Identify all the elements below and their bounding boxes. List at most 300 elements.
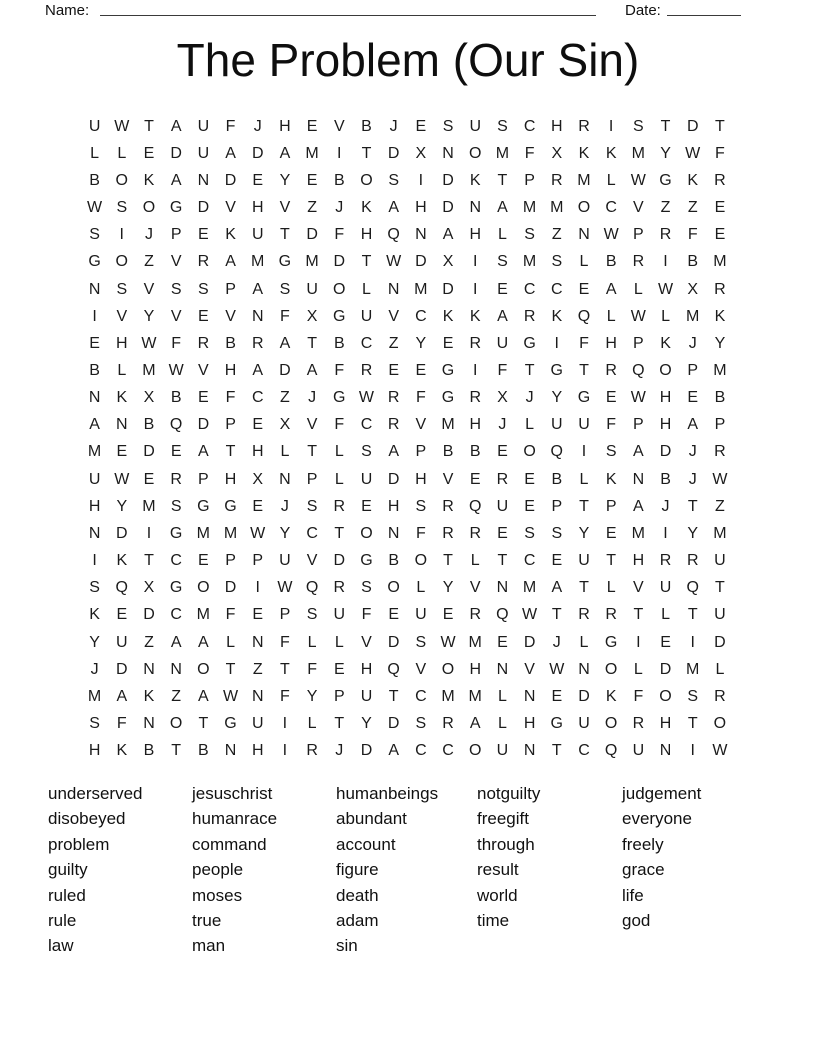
grid-cell: D: [197, 199, 210, 217]
grid-cell: A: [170, 117, 182, 135]
grid-cell: Q: [387, 226, 400, 244]
grid-cell: G: [577, 389, 591, 407]
grid-cell: W: [87, 199, 103, 217]
grid-cell: M: [305, 253, 319, 271]
grid-cell: S: [415, 715, 427, 733]
grid-cell: U: [714, 552, 726, 570]
grid-cell: E: [252, 606, 264, 624]
name-blank-line: [100, 0, 596, 16]
grid-cell: D: [387, 144, 400, 162]
grid-cell: I: [92, 307, 97, 325]
grid-cell: J: [688, 334, 697, 352]
grid-cell: O: [659, 687, 672, 705]
grid-cell: R: [659, 226, 672, 244]
grid-cell: M: [87, 687, 102, 705]
grid-cell: K: [687, 171, 699, 189]
grid-cell: S: [116, 199, 128, 217]
grid-cell: B: [143, 416, 155, 434]
grid-cell: N: [224, 742, 237, 760]
grid-cell: F: [524, 144, 535, 162]
grid-cell: K: [660, 334, 671, 352]
grid-cell: C: [170, 606, 182, 624]
grid-cell: G: [224, 497, 237, 515]
grid-cell: O: [414, 552, 428, 570]
grid-cell: B: [605, 253, 617, 271]
grid-cell: H: [632, 552, 645, 570]
grid-cell: W: [549, 660, 565, 678]
grid-cell: U: [360, 470, 373, 488]
grid-cell: O: [333, 280, 346, 298]
grid-cell: G: [441, 389, 455, 407]
grid-cell: L: [226, 633, 235, 651]
grid-cell: E: [306, 171, 318, 189]
grid-cell: H: [469, 660, 481, 678]
grid-cell: R: [469, 334, 481, 352]
grid-cell: R: [170, 470, 182, 488]
grid-cell: O: [604, 715, 618, 733]
grid-cell: I: [418, 171, 424, 189]
grid-cell: C: [578, 742, 590, 760]
grid-cell: W: [630, 171, 646, 189]
grid-cell: L: [307, 633, 317, 651]
grid-cell: T: [443, 552, 453, 570]
grid-cell: A: [497, 199, 508, 217]
grid-cell: D: [714, 633, 726, 651]
grid-cell: E: [605, 389, 617, 407]
grid-cell: R: [360, 361, 373, 379]
grid-cell: T: [579, 497, 589, 515]
word-item: result: [477, 860, 519, 880]
grid-cell: L: [606, 579, 616, 597]
grid-cell: R: [442, 715, 454, 733]
grid-cell: H: [279, 117, 291, 135]
grid-cell: D: [116, 660, 128, 678]
grid-cell: I: [663, 524, 668, 542]
grid-cell: U: [496, 742, 509, 760]
grid-cell: N: [251, 633, 264, 651]
grid-cell: M: [550, 199, 564, 217]
grid-cell: S: [605, 443, 617, 461]
grid-cell: S: [415, 633, 427, 651]
grid-cell: V: [469, 579, 481, 597]
grid-cell: D: [143, 606, 155, 624]
grid-cell: J: [552, 633, 561, 651]
grid-cell: H: [415, 199, 427, 217]
grid-cell: V: [198, 361, 209, 379]
grid-cell: C: [523, 280, 536, 298]
grid-cell: V: [361, 633, 372, 651]
grid-cell: Z: [307, 199, 317, 217]
grid-cell: U: [415, 606, 427, 624]
grid-cell: I: [608, 117, 614, 135]
grid-cell: U: [496, 334, 509, 352]
grid-cell: Y: [116, 497, 128, 515]
grid-cell: D: [387, 470, 400, 488]
grid-cell: S: [388, 171, 399, 189]
word-list: [0, 781, 816, 981]
grid-cell: R: [714, 443, 726, 461]
grid-cell: O: [659, 361, 672, 379]
grid-cell: S: [551, 524, 563, 542]
grid-cell: M: [223, 524, 238, 542]
grid-cell: D: [251, 144, 264, 162]
grid-cell: M: [196, 606, 210, 624]
grid-cell: N: [632, 470, 645, 488]
grid-cell: C: [306, 524, 318, 542]
grid-cell: B: [89, 171, 100, 189]
grid-cell: Z: [715, 497, 725, 515]
word-item: man: [192, 936, 226, 956]
grid-cell: W: [141, 334, 157, 352]
grid-cell: E: [442, 334, 454, 352]
grid-cell: R: [523, 307, 536, 325]
grid-cell: N: [279, 470, 291, 488]
grid-cell: G: [88, 253, 101, 271]
grid-cell: H: [251, 199, 264, 217]
grid-cell: C: [523, 117, 536, 135]
grid-cell: Z: [252, 660, 263, 678]
grid-cell: Q: [305, 579, 319, 597]
grid-cell: F: [280, 633, 290, 651]
grid-cell: P: [198, 470, 209, 488]
word-item: life: [622, 885, 644, 905]
word-item: sin: [336, 936, 358, 956]
grid-cell: A: [170, 171, 182, 189]
grid-cell: E: [252, 416, 264, 434]
grid-cell: Q: [169, 416, 183, 434]
grid-cell: X: [687, 280, 699, 298]
grid-cell: I: [581, 443, 587, 461]
grid-cell: F: [225, 117, 236, 135]
grid-cell: R: [306, 742, 318, 760]
grid-cell: E: [551, 687, 563, 705]
grid-cell: J: [525, 389, 534, 407]
grid-cell: A: [388, 742, 399, 760]
grid-cell: X: [442, 253, 454, 271]
grid-cell: E: [333, 660, 345, 678]
grid-cell: G: [523, 334, 536, 352]
grid-cell: F: [307, 660, 317, 678]
grid-cell: E: [388, 361, 399, 379]
grid-cell: N: [170, 660, 182, 678]
grid-cell: E: [442, 606, 454, 624]
grid-cell: F: [225, 389, 236, 407]
word-item: freely: [622, 834, 664, 854]
grid-cell: O: [197, 579, 210, 597]
grid-cell: K: [469, 171, 481, 189]
grid-cell: A: [469, 715, 481, 733]
grid-cell: P: [605, 497, 617, 515]
grid-cell: I: [690, 633, 695, 651]
grid-cell: S: [524, 226, 535, 244]
grid-cell: T: [307, 334, 317, 352]
grid-cell: N: [415, 226, 427, 244]
grid-cell: H: [387, 497, 400, 515]
grid-cell: P: [633, 334, 644, 352]
grid-cell: T: [171, 742, 182, 760]
grid-cell: N: [143, 715, 155, 733]
grid-cell: Q: [577, 307, 591, 325]
grid-cell: R: [578, 117, 590, 135]
grid-cell: A: [687, 416, 699, 434]
grid-cell: D: [578, 687, 590, 705]
grid-cell: E: [660, 633, 671, 651]
grid-cell: X: [497, 389, 508, 407]
page-title: The Problem (Our Sin): [176, 34, 640, 86]
header-row: [0, 0, 816, 24]
word-item: moses: [192, 885, 243, 905]
grid-cell: L: [661, 307, 670, 325]
grid-cell: F: [579, 334, 589, 352]
grid-cell: T: [361, 253, 372, 271]
grid-cell: D: [333, 253, 346, 271]
grid-cell: O: [360, 171, 373, 189]
grid-cell: W: [440, 633, 456, 651]
grid-cell: G: [224, 715, 237, 733]
grid-cell: H: [605, 334, 617, 352]
grid-cell: E: [198, 552, 209, 570]
grid-cell: V: [116, 307, 128, 325]
grid-cell: L: [280, 443, 290, 461]
grid-cell: U: [714, 606, 726, 624]
grid-cell: B: [361, 117, 372, 135]
grid-cell: B: [225, 334, 236, 352]
grid-cell: N: [387, 280, 400, 298]
grid-cell: M: [631, 144, 645, 162]
grid-cell: H: [360, 660, 373, 678]
grid-cell: O: [713, 715, 727, 733]
grid-cell: B: [89, 361, 100, 379]
grid-cell: O: [468, 742, 482, 760]
grid-cell: A: [442, 226, 454, 244]
grid-cell: L: [633, 280, 643, 298]
grid-cell: R: [442, 524, 454, 542]
grid-cell: I: [472, 280, 478, 298]
grid-cell: M: [87, 443, 102, 461]
grid-cell: L: [606, 171, 616, 189]
grid-cell: M: [305, 144, 319, 162]
grid-cell: L: [362, 280, 371, 298]
grid-cell: M: [577, 171, 591, 189]
grid-cell: A: [605, 280, 617, 298]
grid-cell: Y: [687, 524, 699, 542]
grid-cell: T: [144, 552, 154, 570]
grid-cell: T: [225, 443, 236, 461]
grid-cell: E: [252, 171, 264, 189]
grid-cell: E: [415, 117, 427, 135]
grid-cell: A: [551, 579, 563, 597]
grid-cell: G: [333, 389, 346, 407]
grid-cell: N: [659, 742, 672, 760]
grid-cell: K: [605, 470, 617, 488]
grid-cell: W: [522, 606, 538, 624]
grid-cell: T: [551, 742, 562, 760]
grid-cell: T: [280, 226, 290, 244]
grid-cell: E: [116, 443, 128, 461]
grid-cell: M: [522, 253, 537, 271]
grid-cell: R: [469, 606, 481, 624]
grid-cell: U: [251, 715, 264, 733]
grid-cell: C: [523, 552, 536, 570]
grid-cell: V: [225, 307, 236, 325]
word-item: death: [336, 885, 379, 905]
grid-cell: K: [361, 199, 372, 217]
word-item: notguilty: [477, 784, 541, 803]
word-item: underserved: [48, 784, 143, 803]
word-item: account: [336, 834, 396, 854]
grid-cell: B: [198, 742, 209, 760]
grid-cell: F: [171, 334, 182, 352]
grid-cell: F: [497, 361, 508, 379]
grid-cell: C: [415, 307, 427, 325]
grid-cell: T: [198, 715, 209, 733]
grid-cell: N: [496, 660, 509, 678]
grid-cell: Y: [714, 334, 726, 352]
grid-cell: X: [551, 144, 563, 162]
grid-cell: L: [117, 361, 127, 379]
grid-cell: S: [279, 280, 291, 298]
grid-cell: M: [468, 633, 482, 651]
grid-cell: G: [604, 633, 618, 651]
grid-cell: S: [633, 117, 644, 135]
grid-cell: I: [636, 633, 641, 651]
grid-cell: L: [90, 144, 100, 162]
grid-cell: R: [333, 579, 346, 597]
grid-cell: W: [603, 226, 619, 244]
grid-cell: A: [633, 497, 644, 515]
grid-cell: R: [496, 470, 509, 488]
grid-cell: T: [606, 552, 617, 570]
grid-cell: N: [442, 144, 454, 162]
grid-cell: R: [632, 253, 645, 271]
grid-cell: A: [388, 443, 399, 461]
grid-cell: K: [89, 606, 100, 624]
grid-cell: W: [250, 524, 266, 542]
grid-cell: O: [468, 144, 482, 162]
grid-cell: N: [469, 199, 481, 217]
grid-cell: D: [306, 226, 318, 244]
grid-cell: K: [605, 144, 617, 162]
grid-cell: G: [550, 715, 563, 733]
word-item: through: [477, 834, 535, 854]
grid-cell: D: [197, 416, 210, 434]
grid-cell: Y: [578, 524, 590, 542]
grid-cell: E: [578, 280, 590, 298]
grid-cell: V: [633, 579, 644, 597]
grid-cell: S: [89, 715, 100, 733]
grid-cell: W: [114, 117, 130, 135]
grid-cell: H: [659, 416, 672, 434]
grid-cell: E: [198, 226, 209, 244]
grid-cell: I: [146, 524, 152, 542]
grid-cell: M: [713, 524, 727, 542]
grid-cell: J: [688, 443, 697, 461]
grid-cell: P: [551, 497, 563, 515]
grid-cell: R: [197, 334, 210, 352]
grid-cell: V: [333, 117, 345, 135]
grid-cell: Z: [171, 687, 182, 705]
grid-cell: I: [337, 144, 342, 162]
grid-cell: S: [361, 443, 372, 461]
grid-cell: B: [687, 253, 699, 271]
grid-cell: T: [633, 606, 644, 624]
date-blank-line: [667, 0, 741, 16]
grid-cell: L: [334, 443, 344, 461]
grid-cell: X: [306, 307, 318, 325]
grid-cell: L: [579, 253, 589, 271]
grid-cell: P: [687, 361, 699, 379]
grid-cell: C: [551, 280, 563, 298]
grid-cell: F: [361, 606, 372, 624]
grid-cell: A: [170, 633, 182, 651]
grid-cell: G: [278, 253, 292, 271]
grid-cell: B: [333, 334, 345, 352]
grid-cell: W: [386, 253, 402, 271]
word-list-column: [477, 781, 540, 933]
grid-cell: H: [360, 226, 373, 244]
grid-cell: I: [92, 552, 97, 570]
grid-cell: R: [551, 171, 563, 189]
grid-cell: E: [524, 497, 535, 515]
grid-cell: T: [579, 579, 589, 597]
grid-cell: L: [525, 416, 535, 434]
word-item: true: [192, 911, 222, 931]
grid-cell: S: [89, 226, 100, 244]
grid-cell: P: [415, 443, 427, 461]
grid-cell: N: [578, 226, 590, 244]
grid-cell: W: [630, 389, 646, 407]
grid-cell: L: [470, 552, 480, 570]
grid-cell: B: [388, 552, 399, 570]
name-label: Name:: [45, 2, 90, 19]
grid-cell: T: [687, 715, 698, 733]
grid-cell: D: [116, 524, 128, 542]
grid-cell: V: [225, 199, 236, 217]
grid-cell: U: [251, 226, 264, 244]
grid-cell: P: [633, 416, 644, 434]
grid-cell: H: [251, 742, 264, 760]
grid-cell: L: [579, 470, 589, 488]
grid-cell: A: [252, 361, 264, 379]
grid-cell: I: [690, 742, 695, 760]
grid-cell: R: [714, 280, 726, 298]
grid-cell: K: [551, 307, 563, 325]
grid-cell: P: [225, 416, 236, 434]
word-item: grace: [622, 860, 665, 880]
grid-cell: W: [712, 742, 728, 760]
grid-cell: I: [554, 334, 559, 352]
grid-cell: T: [497, 171, 508, 189]
grid-cell: L: [606, 307, 616, 325]
grid-cell: O: [441, 660, 455, 678]
grid-cell: A: [198, 443, 209, 461]
grid-cell: H: [415, 470, 427, 488]
grid-cell: S: [116, 280, 128, 298]
grid-cell: E: [714, 226, 726, 244]
grid-cell: R: [251, 334, 264, 352]
grid-cell: Y: [89, 633, 100, 651]
grid-cell: U: [659, 579, 672, 597]
grid-cell: M: [142, 361, 156, 379]
grid-cell: D: [360, 742, 373, 760]
grid-cell: L: [715, 660, 725, 678]
word-item: humanrace: [192, 809, 278, 829]
grid-cell: U: [578, 715, 590, 733]
grid-cell: T: [307, 443, 317, 461]
grid-cell: W: [358, 389, 375, 407]
grid-cell: K: [442, 307, 454, 325]
grid-cell: J: [688, 470, 697, 488]
